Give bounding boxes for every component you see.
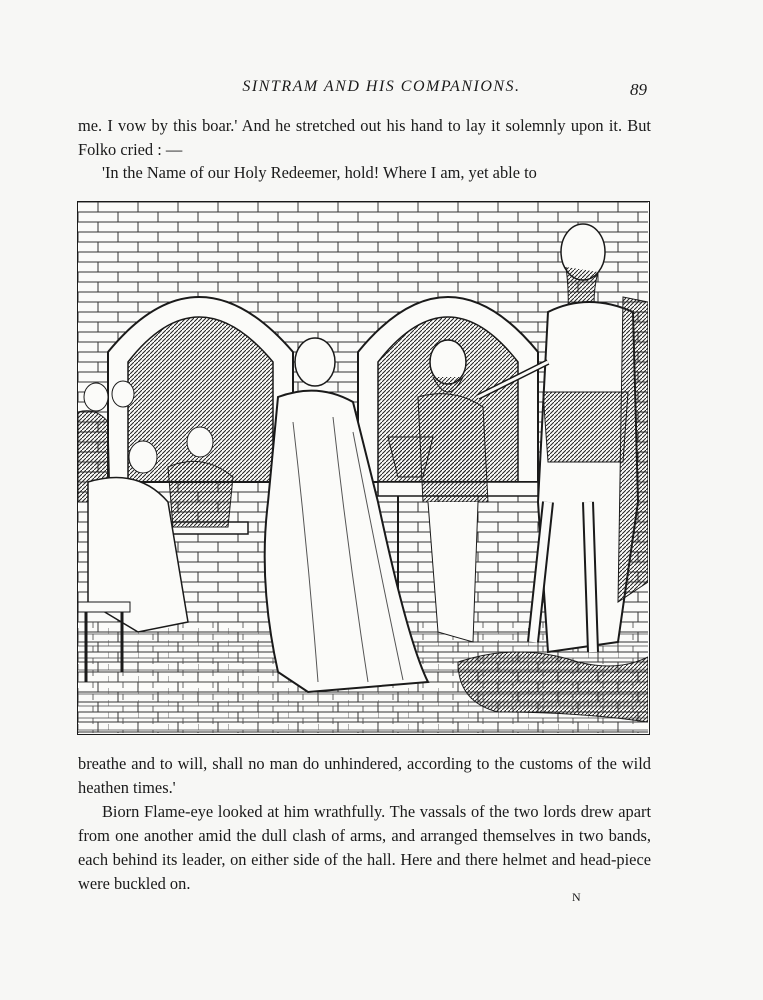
paragraph-final: Biorn Flame-eye looked at him wrathfully. The vassals of the two lords drew apart from one another amid the dull clash of arms, and arranged themselves in two bands, each behind its leader, on either side of the hall. Here and there helmet and head-piece were buckled on. (78, 802, 651, 893)
page-number: 89 (630, 80, 647, 99)
hall-scene-drawing (78, 202, 648, 733)
paragraph-top: me. I vow by this boar.' And he stretched out his hand to lay it solemnly upon it. But Folko cried : — (78, 116, 651, 159)
paragraph-quote-end: breathe and to will, shall no man do unhindered, according to the customs of the wild heathen times.' (78, 754, 651, 797)
paragraph-quote-start: 'In the Name of our Holy Redeemer, hold! Where I am, yet able to (102, 163, 537, 182)
running-title: SINTRAM AND HIS COMPANIONS. (242, 78, 521, 95)
signature-mark: N (572, 890, 581, 904)
engraving-illustration (77, 201, 650, 735)
